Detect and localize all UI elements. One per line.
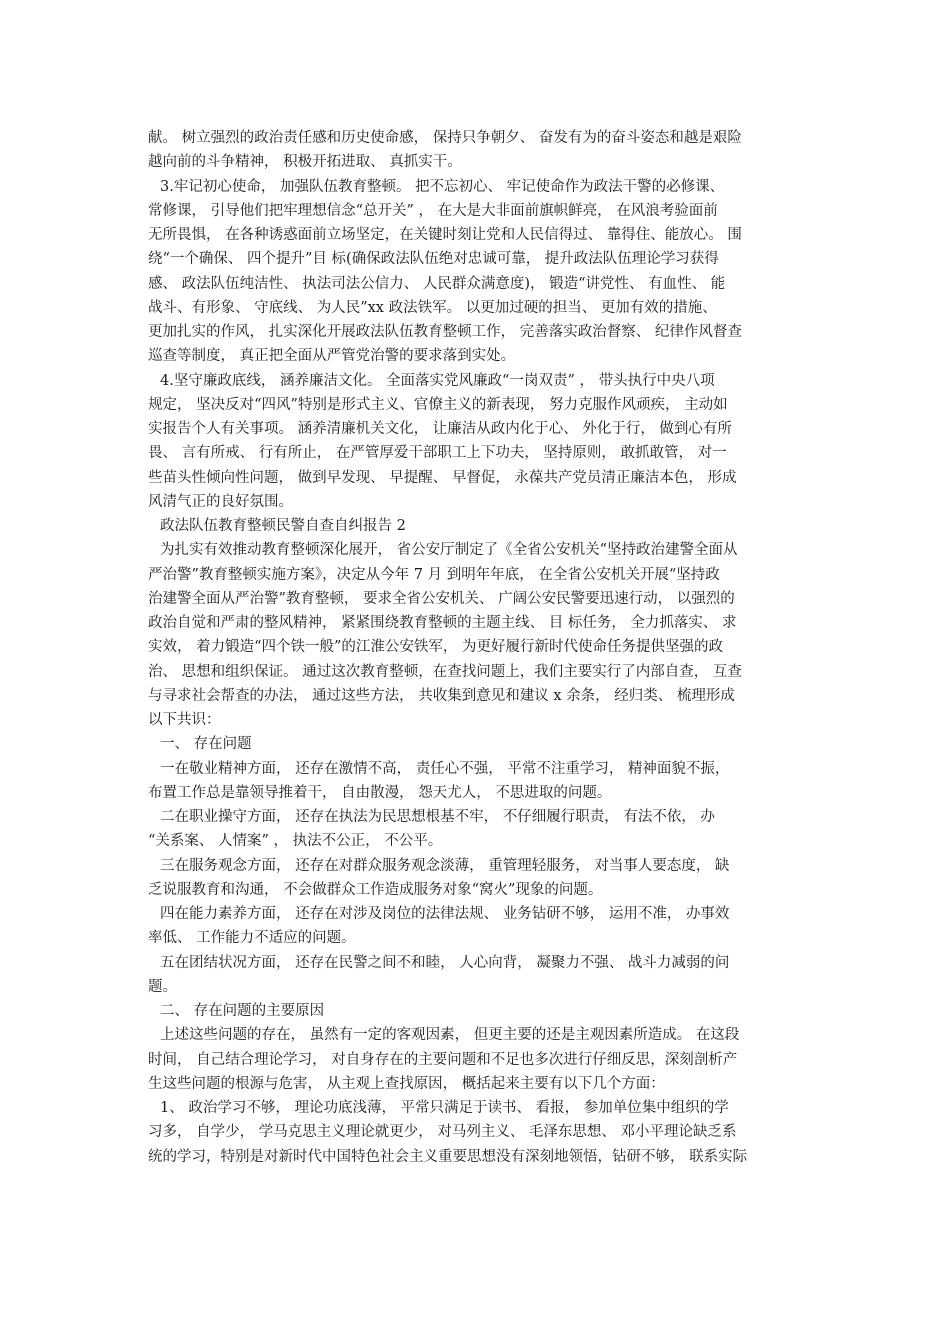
text-line: 政法队伍教育整顿民警自查自纠报告 2 <box>160 518 406 534</box>
text-line: 风清气正的良好氛围。 <box>148 493 293 510</box>
text-line: 率低、 工作能力不适应的问题。 <box>148 930 356 947</box>
text-line: 更加扎实的作风， 扎实深化开展政法队伍教育整顿工作， 完善落实政治督察、 纪律作风督查 <box>148 324 742 340</box>
text-line: 三在服务观念方面， 还存在对群众服务观念淡薄， 重管理轻服务， 对当事人要态度， 缺 <box>160 857 730 874</box>
text-line: 为扎实有效推动教育整顿深化展开， 省公安厅制定了《全省公安机关“坚持政治建警全面从 <box>160 542 738 559</box>
text-line: “关系案、 人情案” ， 执法不公正， 不公平。 <box>148 833 443 850</box>
text-line: 题。 <box>148 978 177 995</box>
text-line: 治建警全面从严治警”教育整顿， 要求全省公安机关、 广阔公安民警要迅速行动， 以强烈的 <box>148 590 735 607</box>
text-line: 实效， 着力锻造“四个铁一般”的江淮公安铁军， 为更好履行新时代使命任务提供坚强的政 <box>148 639 724 656</box>
text-line: 上述这些问题的存在， 虽然有一定的客观因素， 但更主要的还是主观因素所造成。 在这段 <box>160 1027 740 1044</box>
text-line: 以下共识： <box>148 712 221 728</box>
text-line: 战斗、有形象、 守底线、 为人民”xx 政法铁军。 以更加过硬的担当、 更加有效的措施、 <box>148 299 717 316</box>
text-line: 治、 思想和组织保证。 通过这次教育整顿，在查找问题上，我们主要实行了内部自查， 互查 <box>148 663 742 680</box>
text-line: 与寻求社会帮查的办法， 通过这些方法， 共收集到意见和建议 x 余条， 经归类、 梳理形成 <box>148 687 735 704</box>
text-line: 规定， 坚决反对“四风”特别是形式主义、官僚主义的新表现， 努力克服作风顽疾， 主动如 <box>148 396 728 413</box>
text-line: 二在职业操守方面， 还存在执法为民思想根基不牢， 不仔细履行职责， 有法不依， 办 <box>160 809 715 825</box>
text-line: 3.牢记初心使命， 加强队伍教育整顿。 把不忘初心、 牢记使命作为政法干警的必修课、 <box>160 178 725 195</box>
text-line: 统的学习，特别是对新时代中国特色社会主义重要思想没有深刻地领悟，钻研不够， 联系实际 <box>148 1148 748 1165</box>
text-line: 四在能力素养方面， 还存在对涉及岗位的法律法规、 业务钻研不够， 运用不准， 办事效 <box>160 906 730 922</box>
text-line: 时间， 自己结合理论学习， 对自身存在的主要问题和不足也多次进行仔细反思，深刻剖析产 <box>148 1051 738 1068</box>
text-line: 一在敬业精神方面， 还存在激情不高， 责任心不强， 平常不注重学习， 精神面貌不振， <box>160 760 730 777</box>
text-line: 乏说服教育和沟通， 不会做群众工作造成服务对象“窝火”现象的问题。 <box>148 881 603 898</box>
text-line: 生这些问题的根源与危害， 从主观上查找原因， 概括起来主要有以下几个方面： <box>148 1075 665 1092</box>
text-line: 政治自觉和严肃的整风精神， 紧紧围绕教育整顿的主题主线、 目 标任务， 全力抓落实、 求 <box>148 615 737 631</box>
document-body <box>148 126 808 1169</box>
text-line: 绕“一个确保、 四个提升”目 标(确保政法队伍绝对忠诚可靠， 提升政法队伍理论学习获得 <box>148 251 719 268</box>
text-line: 严治警”教育整顿实施方案》，决定从今年 7 月 到明年年底， 在全省公安机关开展“坚持政 <box>148 566 720 583</box>
text-line: 越向前的斗争精神， 积极开拓进取、 真抓实干。 <box>148 154 462 171</box>
text-line: 二、 存在问题的主要原因 <box>160 1003 325 1019</box>
text-line: 巡查等制度， 真正把全面从严管党治警的要求落到实处。 <box>148 348 516 365</box>
text-line: 感、 政法队伍纯洁性、 执法司法公信力、 人民群众满意度)， 锻造“讲党性、 有血性、 能 <box>148 275 726 292</box>
text-line: 布置工作总是靠领导推着干， 自由散漫， 怨天尤人， 不思进取的问题。 <box>148 784 612 801</box>
text-line: 献。 树立强烈的政治责任感和历史使命感， 保持只争朝夕、 奋发有为的奋斗姿态和越是艰险 <box>148 130 742 146</box>
text-line: 一、 存在问题 <box>160 736 252 753</box>
text-line: 五在团结状况方面， 还存在民警之间不和睦， 人心向背， 凝聚力不强、 战斗力减弱的问 <box>160 954 730 971</box>
text-line: 习多， 自学少， 学马克思主义理论就更少， 对马列主义、 毛泽东思想、 邓小平理论缺乏系 <box>148 1124 737 1141</box>
text-line: 常修课， 引导他们把牢理想信念“总开关” ， 在大是大非面前旗帜鲜亮， 在风浪考验面前 <box>148 202 718 219</box>
text-line: 1、 政治学习不够， 理论功底浅薄， 平常只满足于读书、 看报， 参加单位集中组织的学 <box>160 1100 729 1116</box>
text-line: 些苗头性倾向性问题， 做到早发现、 早提醒、 早督促， 永葆共产党员清正廉洁本色， 形成 <box>148 469 737 486</box>
text-line: 实报告个人有关事项。 涵养清廉机关文化， 让廉洁从政内化于心、 外化于行， 做到心有所 <box>148 421 732 437</box>
text-line: 畏、 言有所戒、 行有所止， 在严管厚爱干部职工上下功夫， 坚持原则， 敢抓敢管， 对一 <box>148 445 727 462</box>
text-line: 4.坚守廉政底线， 涵养廉洁文化。 全面落实党风廉政“一岗双责” ， 带头执行中央八项 <box>160 372 715 389</box>
text-line: 无所畏惧， 在各种诱惑面前立场坚定，在关键时刻让党和人民信得过、 靠得住、能放心。 围 <box>148 227 742 243</box>
